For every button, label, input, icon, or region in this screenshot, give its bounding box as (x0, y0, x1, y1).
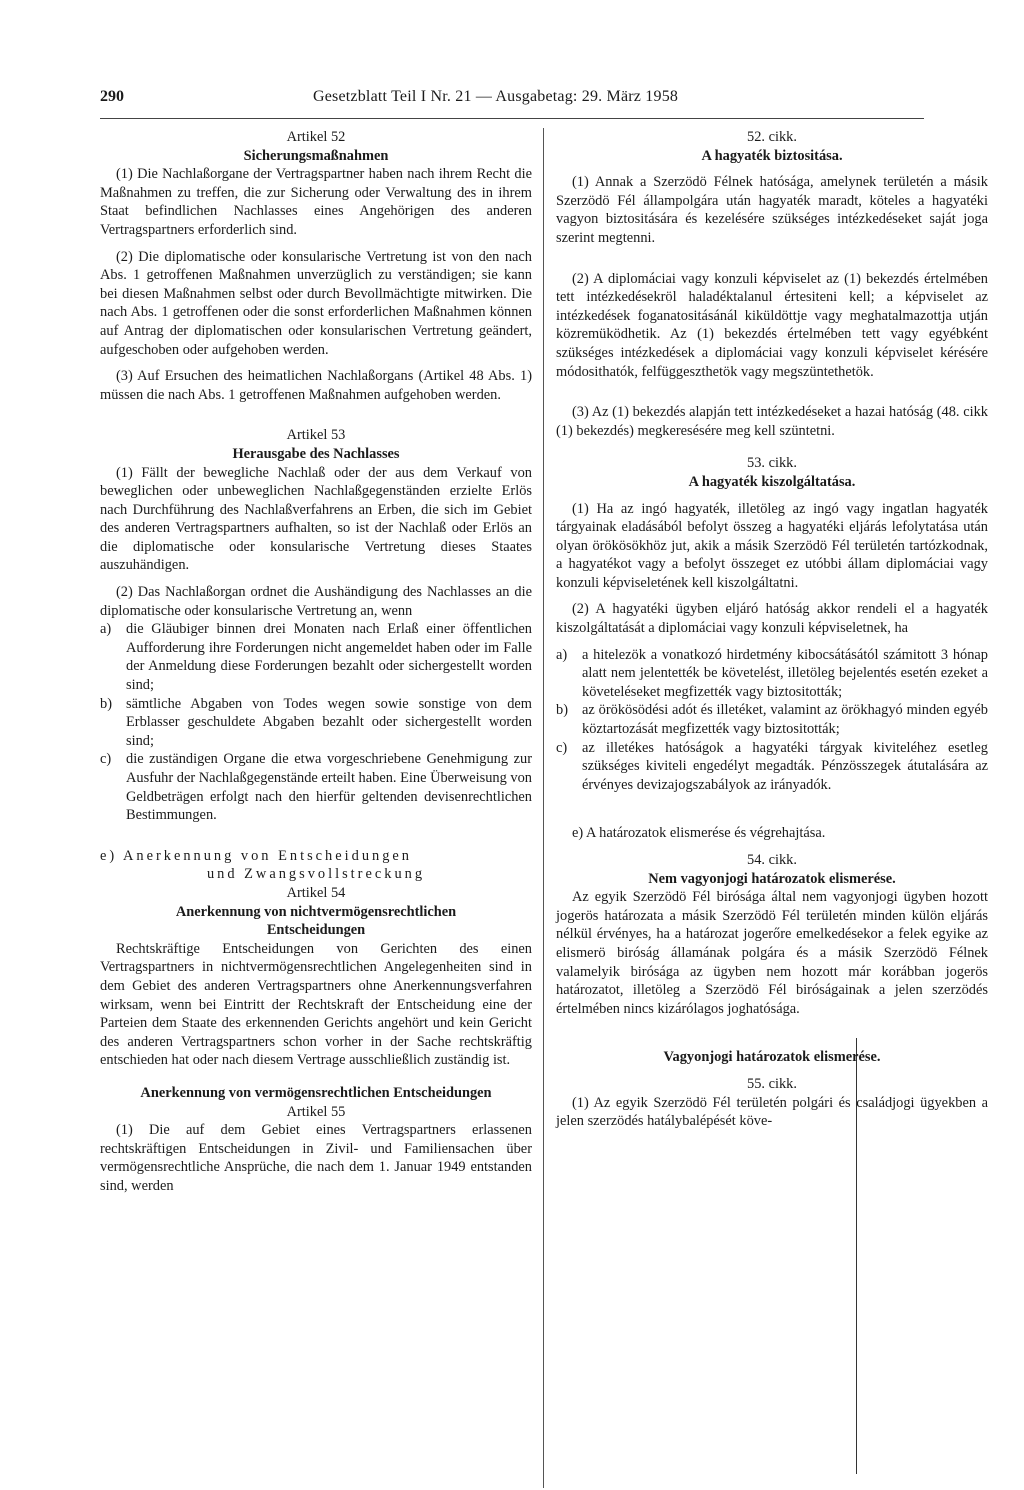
cikk-52-para-1: (1) Annak a Szerzödö Félnek hatósága, amelynek területén a másik Szerzödö Fél állampolgára után hagyaték maradt, köteles a hagyatéki vagyon biztositására és kezelésére szükséges intézkedéseket saját joga szerint megtenni. (556, 174, 988, 246)
list-item (100, 620, 532, 694)
article-52-para-2: (2) Die diplomatische oder konsularische Vertretung ist von den nach Abs. 1 getroffenen Maßnahmen unverzüglich zu verständigen; sie kann bei diesen Maßnahmen selbst oder durch Bevollmächtigte mitwirken. Die nach Abs. 1 getroffenen oder die sonst erforderlichen Maßnahmen können auf Antrag der diplomatischen oder konsularischen Vertretung geändert, aufgeschoben oder aufgehoben werden. (100, 248, 532, 358)
cikk-55-para-1: (1) Az egyik Szerzödö Fél területén polgári és családjogi ügyekben a jelen szerzödés hatálybalépését köve- (556, 1094, 988, 1130)
vermoegen-heading: Anerkennung von vermögensrechtlichen Entscheidungen (140, 1084, 492, 1101)
article-52-title: Artikel 52 (286, 129, 346, 145)
page-number: 290 (100, 88, 124, 105)
article-55-title: Artikel 55 (286, 1103, 346, 1120)
list-label: a) (556, 646, 568, 663)
cikk-54-para-1: Az egyik Szerzödö Fél birósága által nem vagyonjogi ügyben hozott jogerös határozata a másik Szerzödö Fél területén minden külön eljárás nélkül érvényes, ha a határozat jogerőre emelkedésekor a felek egyike az elismerö biróság államának polgára és a másik Szerzödö Félnek valamelyik birósága az ügyben nem hozott már korábban jogerös határozatot, illetöleg a Szerzödö Fél biróságainak a jelen szerzödés értelmében nincs kizárólagos joghatósága. (556, 889, 988, 1017)
article-53-para-1: (1) Fällt der bewegliche Nachlaß oder der aus dem Verkauf von beweglichen oder unbeweglichen Nachlaßgegenständen erzielte Erlös nach Durchführung des Nachlaßverfahrens an Erben, die sich im Gebiet des anderen Vertragspartners aufhalten, so ist der Nachlaß oder Erlös an die diplomatische oder konsularische Vertretung dieses Staates auszuhändigen. (100, 464, 532, 574)
list-label: c) (100, 751, 112, 768)
vagyon-heading: Vagyonjogi határozatok elismerése. (663, 1049, 881, 1066)
section-e-heading-line-2: und Zwangsvollstreckung (206, 866, 426, 883)
cikk-53-title: 53. cikk. (747, 455, 797, 472)
cikk-54-heading: Nem vagyonjogi határozatok elismerése. (648, 870, 896, 887)
cikk-52-para-2: (2) A diplomáciai vagy konzuli képviselet az (1) bekezdés értelmében tett intézkedésekröl haladéktalanul értesiteni kell; a képviselet az intézkedések foganatositásánál kiküldöttje vagy meghatalmazottja utján közremüködhetik. Az (1) bekezdés értelmében tett vagy egyébként szükséges intézkedések a diplomáciai vagy konzuli képviselet kérésére módosithatók, felfüggeszthetök vagy megszüntethetök. (556, 270, 988, 380)
list-item (556, 646, 988, 702)
article-53-para-2: (2) Das Nachlaßorgan ordnet die Aushändigung des Nachlasses an die diplomatische oder konsularische Vertretung an, wenn (100, 584, 532, 619)
cikk-54-title: 54. cikk. (747, 852, 797, 868)
article-54-heading-line-2: Entscheidungen (266, 922, 366, 939)
list-item (100, 750, 532, 824)
list-text: die zuständigen Organe die etwa vorgeschriebene Genehmigung zur Ausfuhr der Nachlaßgegenstände erteilt haben. Eine Überweisung von Geldbeträgen erfolgt nach den hierfür geltenden devisenrechtlichen Bestimmungen. (126, 751, 532, 824)
article-53-conditions (100, 620, 532, 825)
section-e-heading: e) A határozatok elismerése és végrehajtása. (572, 825, 826, 842)
list-text: a hitelezök a vonatkozó hirdetmény kibocsátásától számitott 3 hónap alatt nem jelentették be követelést, illetöleg bejelentés esetén ezeket a követeléseket megfizették vagy biztositották; (582, 646, 988, 700)
running-head: Gesetzblatt Teil I Nr. 21 — Ausgabetag: 29. März 1958 (313, 88, 679, 105)
article-55-para-1: (1) Die auf dem Gebiet eines Vertragspartners erlassenen rechtskräftigen Entscheidungen in Zivil- und Familiensachen über vermögensrechtliche Ansprüche, die nach dem 1. Januar 1949 entstanden sind, werden (100, 1122, 532, 1194)
page-header (100, 88, 920, 110)
article-52-para-1: (1) Die Nachlaßorgane der Vertragspartner haben nach ihrem Recht die Maßnahmen zu treffen, die zur Sicherung oder Verwaltung des in ihrem Staat befindlichen Nachlasses eines Angehörigen des anderen Vertragspartners erforderlich sind. (100, 166, 532, 238)
cikk-53-heading: A hagyaték kiszolgáltatása. (688, 473, 856, 490)
list-item (100, 695, 532, 751)
article-53-heading: Herausgabe des Nachlasses (232, 445, 400, 462)
cikk-53-conditions (556, 646, 988, 795)
article-54-title: Artikel 54 (286, 884, 346, 901)
article-54-heading-line-1: Anerkennung von nichtvermögensrechtlichen (175, 903, 457, 920)
list-item (556, 739, 988, 795)
hungarian-column (556, 128, 988, 1131)
article-52-para-3: (3) Auf Ersuchen des heimatlichen Nachlaßorgans (Artikel 48 Abs. 1) müssen die nach Abs. 1 getroffenen Maßnahmen aufgehoben werden. (100, 368, 532, 403)
article-52-heading: Sicherungsmaßnahmen (243, 147, 389, 164)
list-text: die Gläubiger binnen drei Monaten nach Erlaß einer öffentlichen Aufforderung ihre Forderungen nicht angemeldet haben oder im Falle der Anmeldung diese Forderungen bezahlt oder sichergestellt worden sind; (126, 621, 532, 694)
list-label: a) (100, 621, 112, 638)
list-label: c) (556, 739, 568, 756)
column-divider (543, 128, 544, 1488)
cikk-53-para-2: (2) A hagyatéki ügyben eljáró hatóság akkor rendeli el a hagyaték kiszolgáltatását a diplomáciai vagy konzuli képviseletnek, ha (556, 601, 988, 637)
list-label: b) (100, 695, 112, 712)
article-53-title: Artikel 53 (286, 427, 346, 444)
list-text: az illetékes hatóságok a hagyatéki tárgyak kiviteléhez esetleg szükséges kiviteli engedélyt megadták. Pénzösszegek átutalására az érvényes devizajogszabályok az irányadók. (582, 739, 988, 793)
list-text: sämtliche Abgaben von Todes wegen sowie sonstige von dem Erblasser geschuldete Abgaben bezahlt oder sichergestellt worden sind; (126, 695, 532, 749)
list-item (556, 701, 988, 738)
article-54-para-1: Rechtskräftige Entscheidungen von Gerichten des einen Vertragspartners in nichtvermögensrechtlichen Angelegenheiten sind in dem Gebiet des anderen Vertragspartners ohne Anerkennungsverfahren wirksam, wenn bei Eintritt der Rechtskraft der Entscheidung eine der Parteien dem Staate des erkennenden Gerichts angehört und kein Gericht des anderen Vertragspartners schon vorher in der Sache rechtskräftig entschieden hat oder nach diesem Vertrage ausschließlich zuständig ist. (100, 940, 532, 1069)
cikk-53-para-1: (1) Ha az ingó hagyaték, illetöleg az ingó vagy ingatlan hagyaték tárgyainak eladásából befolyt összeg a hagyatéki eljárás lefolytatása után olyan örökösökhöz jut, akik a másik Szerzödö Fél területén tartózkodnak, a hagyatékot vagy a befolyt összeget ez utóbbi állam diplomáciai vagy konzuli képviseletének kell kiszolgáltatni. (556, 500, 988, 591)
german-column (100, 128, 532, 1195)
header-rule (100, 118, 924, 119)
cikk-52-para-3: (3) Az (1) bekezdés alapján tett intézkedéseket a hazai hatóság (48. cikk (1) bekezdés) megkeresésére meg kell szüntetni. (556, 404, 988, 439)
cikk-55-title: 55. cikk. (747, 1075, 797, 1092)
list-label: b) (556, 702, 568, 719)
section-e-heading-line-1: e) Anerkennung von Entscheidungen (100, 847, 413, 864)
list-text: az örökösödési adót és illetéket, valamint az örökhagyó minden egyéb köztartozását megfizették vagy biztositották; (582, 702, 988, 738)
cikk-52-title: 52. cikk. (747, 129, 797, 145)
cikk-52-heading: A hagyaték biztositása. (701, 147, 843, 164)
